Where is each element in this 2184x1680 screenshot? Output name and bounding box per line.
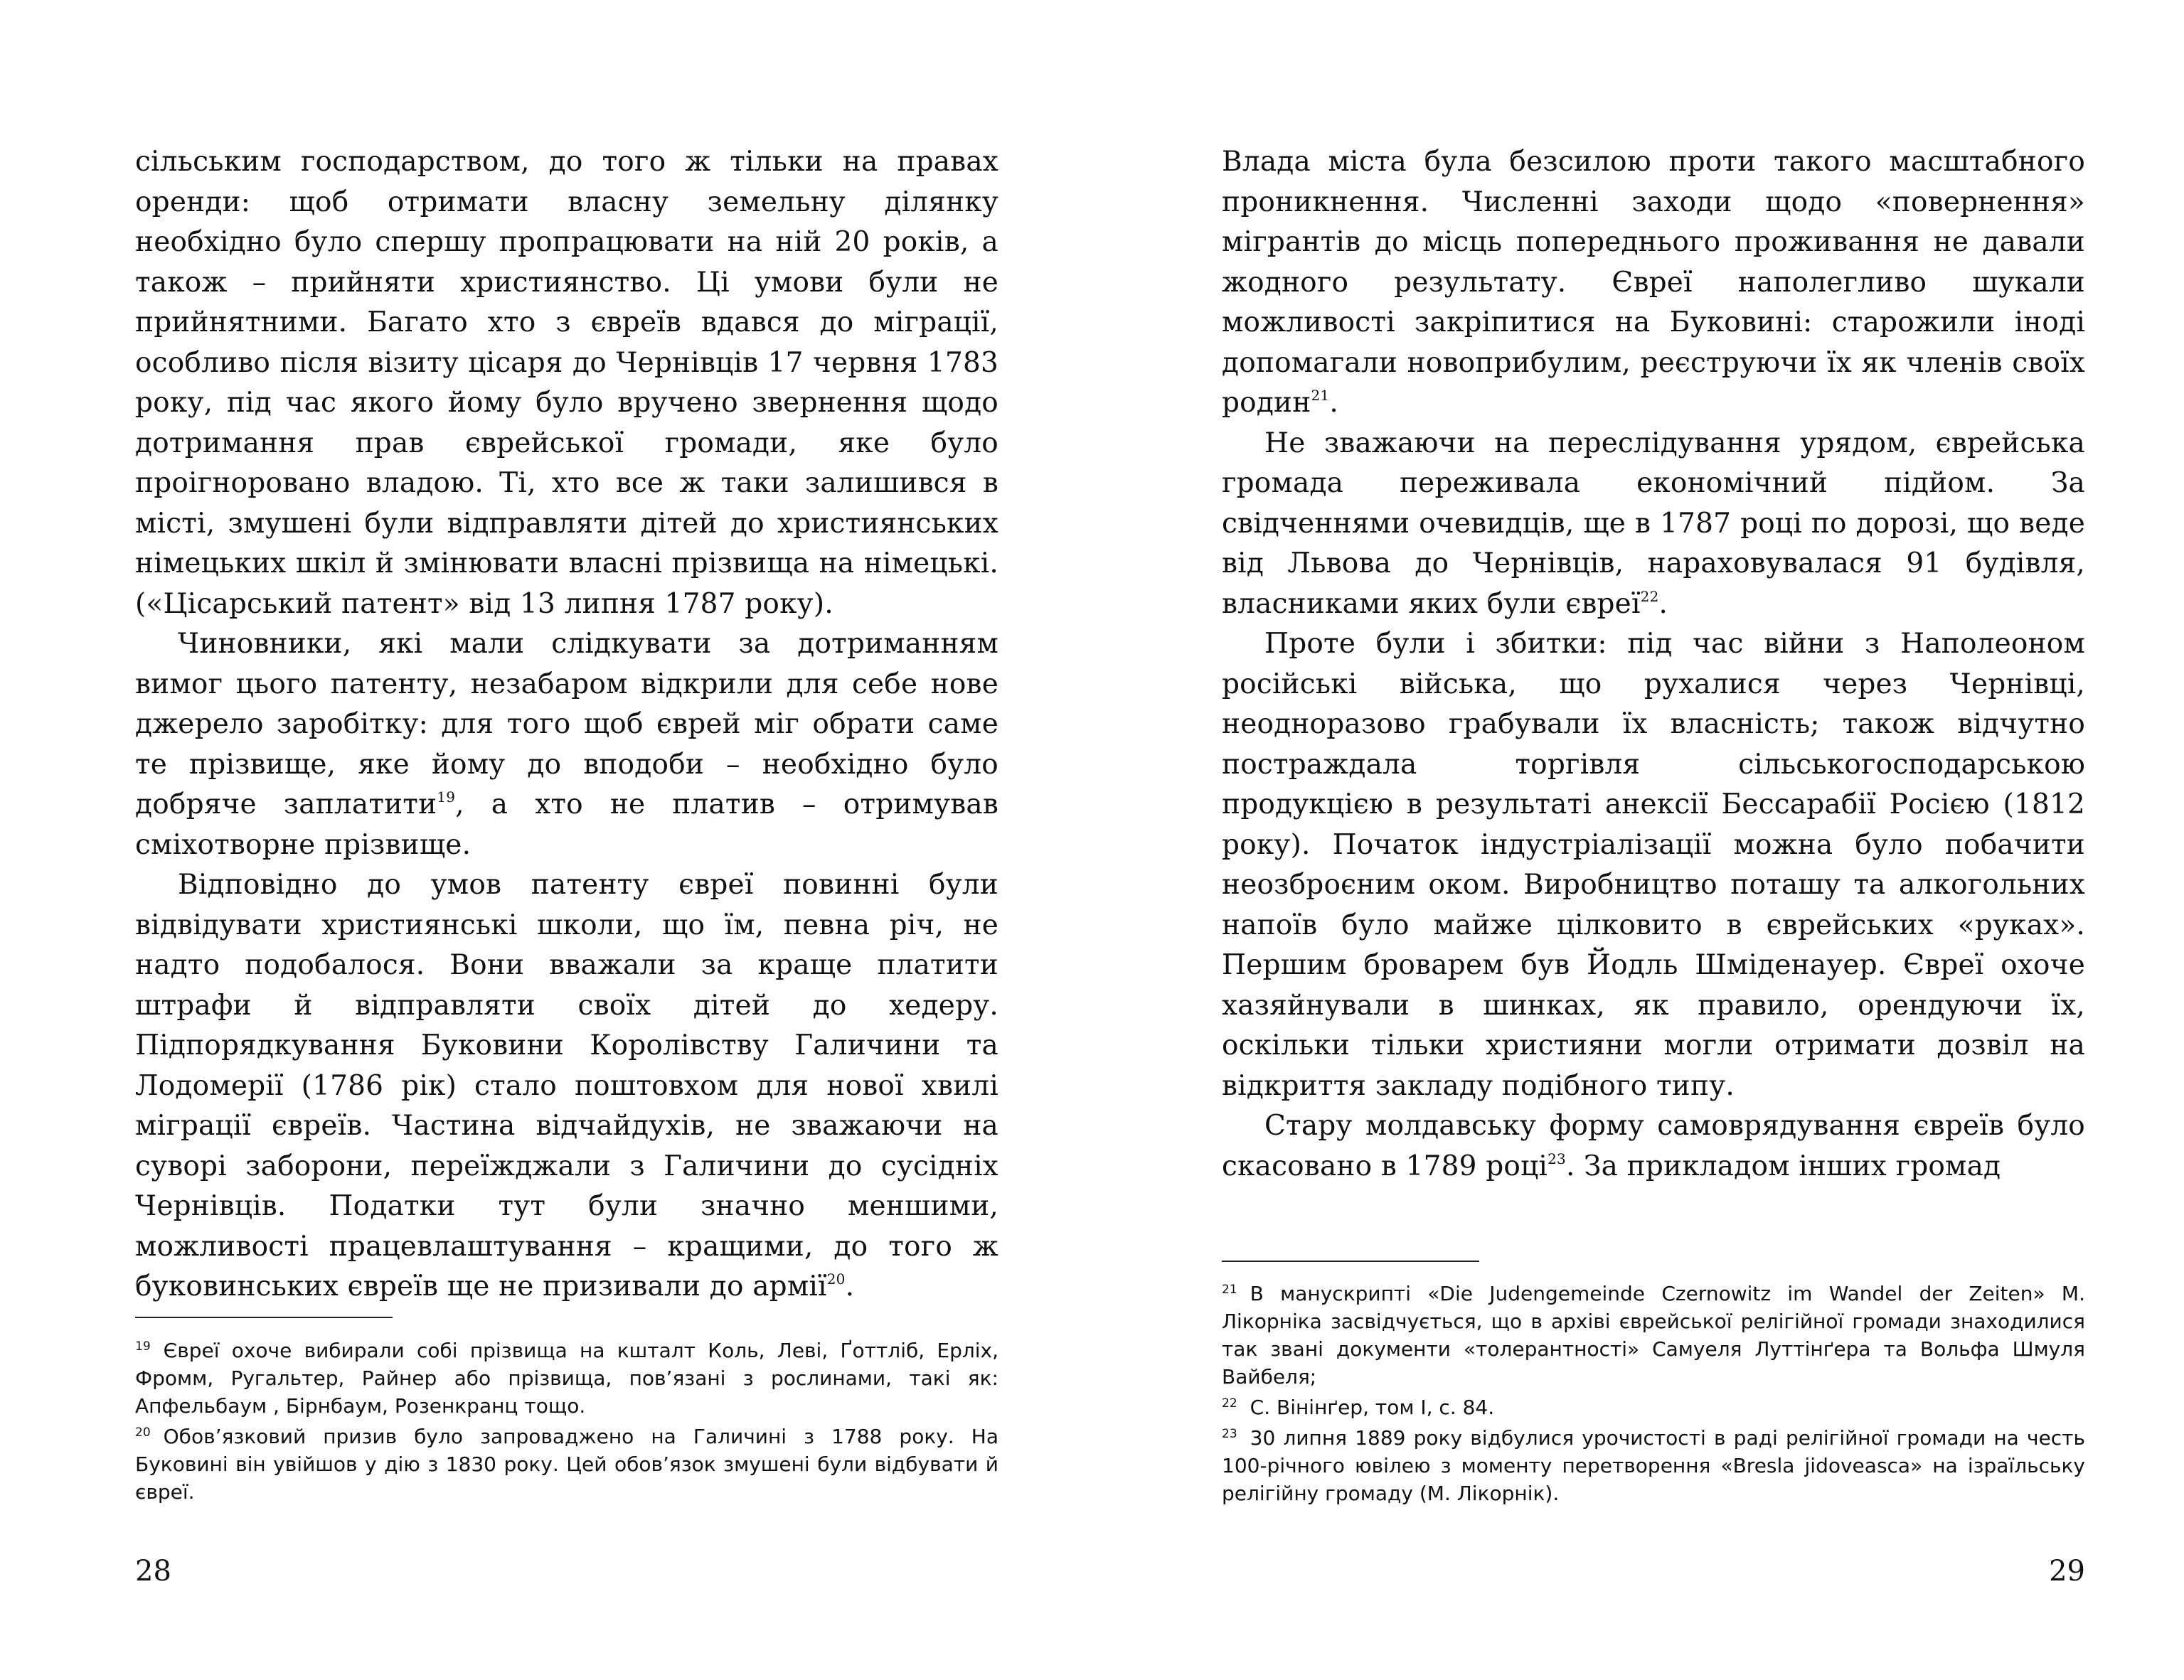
- paragraph: Стару молдавську форму самоврядування євреїв було скасовано в 1789 році$^{23}$. За прикладом інших громад: [1222, 1110, 2085, 1182]
- left-footnotes: [135, 1337, 998, 1509]
- right-footnotes: [1222, 1280, 2085, 1510]
- footnote: [1222, 1393, 2085, 1421]
- footnote-ref-23[interactable]: 23: [1548, 1150, 1566, 1167]
- footnote-divider: [135, 1317, 393, 1318]
- footnote-ref-20[interactable]: 20: [826, 1270, 846, 1288]
- footnote-text: Євреї охоче вибирали собі прізвища на кшталт Коль, Леві, Ґоттліб, Ерліх, Фромм, Ругальтер, Райнер або прізвища, пов’язані з рослинами, такі як: Апфельбаум , Бірнбаум, Розенкранц тощо.: [135, 1339, 998, 1418]
- paragraph: Чиновники, які мали слідкувати за дотриманням вимог цього патенту, незабаром відкрили для себе нове джерело заробітку: для того щоб єврей міг обрати саме те прізвище, яке йому до вподоби – необхідно було добряче заплатити$^{19}$, а хто не платив – отримував сміхотворне прізвище.: [135, 628, 999, 861]
- footnote-number: 20: [135, 1425, 151, 1440]
- paragraph: сільським господарством, до того ж тільки на правах оренди: щоб отримати власну земельну ділянку необхідно було спершу пропрацювати на ній 20 років, а також – прийняти християнство. Ці умови були не прийнятними. Багато хто з євреїв вдався до міграції, особливо після візиту цісаря до Чернівців 17 червня 1783 року, під час якого йому було вручено звернення щодо дотримання прав єврейської громади, яке було проігноровано владою. Ті, хто все ж таки залишився в місті, змушені були відправляти дітей до християнських німецьких шкіл й змінювати власні прізвища на німецькі. («Цісарський патент» від 13 липня 1787 року).: [135, 146, 998, 620]
- footnote-ref-21[interactable]: 21: [1311, 387, 1330, 404]
- page-number: 28: [135, 1555, 171, 1588]
- footnote-text: С. Вінінґер, том І, с. 84.: [1250, 1396, 1495, 1419]
- footnote: [1222, 1424, 2085, 1507]
- left-page: [135, 0, 998, 1680]
- footnote-text: 30 липня 1889 року відбулися урочистості в раді релігійної громади на честь 100-річного ювілею з моменту перетворення «Bresla jidoveasca» на ізраїльську релігійну громаду (М. Лікорнік).: [1222, 1426, 2085, 1505]
- footnote-number: 19: [135, 1339, 151, 1354]
- paragraph: Відповідно до умов патенту євреї повинні були відвідувати християнські школи, що їм, певна річ, не надто подобалося. Вони вважали за краще платити штрафи й відправляти своїх дітей до хедеру. Підпорядкування Буковини Королівству Галичини та Лодомерії (1786 рік) стало поштовхом для нової хвилі міграції євреїв. Частина відчайдухів, не зважаючи на суворі заборони, переїжджали з Галичини до сусідніх Чернівців. Податки тут були значно меншими, можливості працевлаштування – кращими, до того ж буковинських євреїв ще не призивали до армії$^{20}$.: [135, 869, 998, 1302]
- footnote: [1222, 1280, 2085, 1391]
- footnote-number: 22: [1222, 1396, 1237, 1411]
- footnote-divider: [1222, 1261, 1479, 1262]
- right-page: [1222, 0, 2085, 1680]
- left-page-body: [135, 142, 998, 1307]
- page-number: 29: [2049, 1555, 2085, 1588]
- right-page-body: [1222, 142, 2085, 1187]
- paragraph: Не зважаючи на переслідування урядом, єврейська громада переживала економічний підйом. За свідченнями очевидців, ще в 1787 році по дорозі, що веде від Львова до Чернівців, нараховувалася 91 будівля, власниками яких були євреї$^{22}$.: [1222, 427, 2085, 620]
- footnote: [135, 1423, 998, 1506]
- footnote-number: 23: [1222, 1427, 1237, 1441]
- footnote-ref-19[interactable]: 19: [437, 788, 456, 806]
- footnote: [135, 1337, 998, 1420]
- footnote-text: Обов’язковий призив було запроваджено на Галичині з 1788 року. На Буковині він увійшов у дію з 1830 року. Цей обов’язок змушені були відбувати й євреї.: [135, 1425, 998, 1504]
- paragraph: Проте були і збитки: під час війни з Наполеоном російські війська, що рухалися через Чернівці, неодноразово грабували їх власність; також відчутно постраждала торгівля сільськогосподарською продукцією в результаті анексії Бессарабії Росією (1812 року). Початок індустріалізації можна було побачити неозброєним оком. Виробництво поташу та алкогольних напоїв було майже цілковито в єврейських «руках». Першим броварем був Йодль Шміденауер. Євреї охоче хазяйнували в шинках, як правило, орендуючи їх, оскільки тільки християни могли отримати дозвіл на відкриття закладу подібного типу.: [1222, 628, 2085, 1102]
- footnote-ref-22[interactable]: 22: [1640, 587, 1659, 605]
- paragraph: Влада міста була безсилою проти такого масштабного проникнення. Численні заходи щодо «повернення» мігрантів до місць попереднього проживання не давали жодного результату. Євреї наполегливо шукали можливості закріпитися на Буковині: старожили іноді допомагали новоприбулим, реєструючи їх як членів своїх родин$^{21}$.: [1222, 146, 2085, 419]
- footnote-number: 21: [1222, 1283, 1237, 1297]
- footnote-text: В манускрипті «Die Judengemeinde Czernowitz im Wandel der Zeiten» М. Лікорніка засвідчується, що в архіві єврейської релігійної громади знаходилися так звані документи «толерантності» Самуеля Луттінґера та Вольфа Шмуля Вайбеля;: [1222, 1282, 2085, 1389]
